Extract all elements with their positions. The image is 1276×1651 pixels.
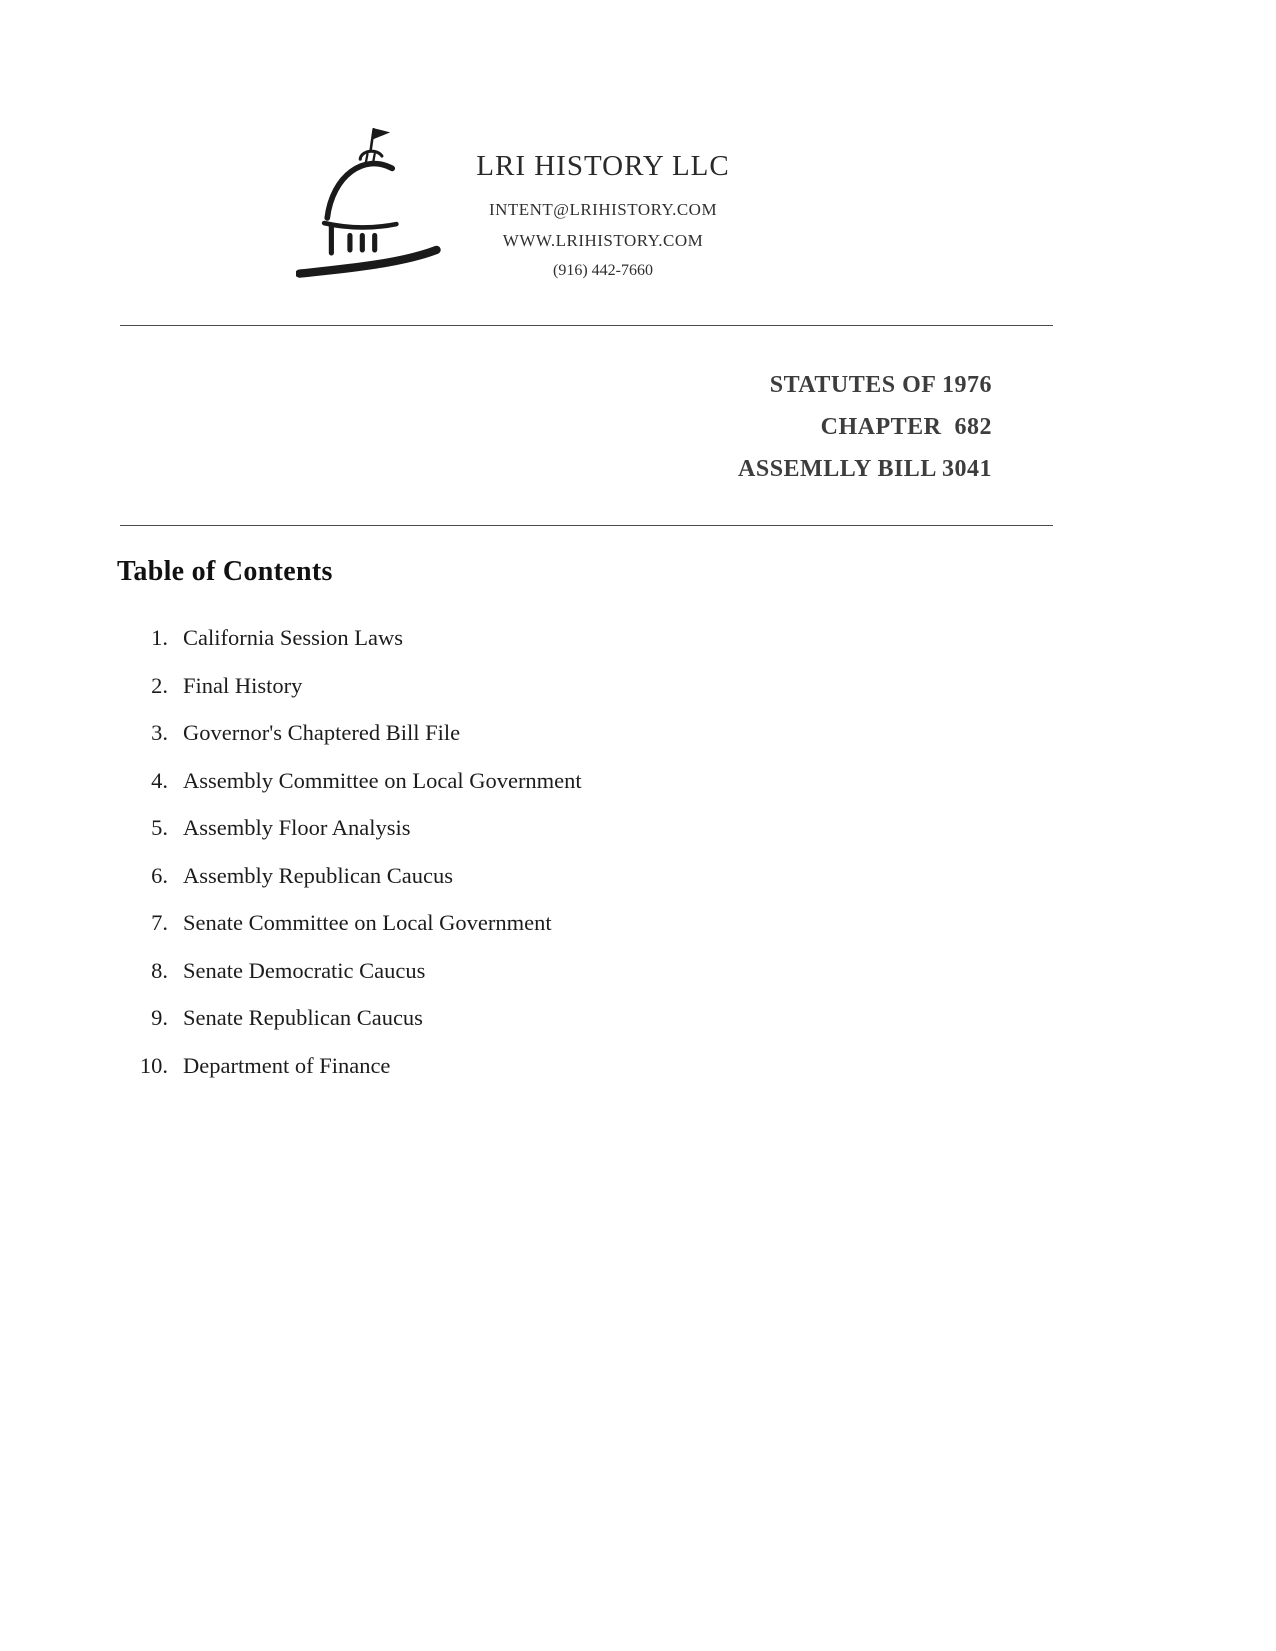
statutes-line: STATUTES OF 1976	[769, 372, 992, 398]
toc-item	[118, 1007, 582, 1030]
toc-heading: Table of Contents	[117, 556, 333, 587]
toc-item-number: 10.	[139, 1052, 168, 1078]
toc-item	[118, 912, 582, 935]
toc-item	[118, 1052, 582, 1078]
toc-item-label: California Session Laws	[183, 625, 403, 650]
divider-top	[120, 325, 1053, 326]
toc-item	[118, 767, 582, 793]
toc-list	[118, 627, 582, 1102]
toc-item	[118, 957, 582, 983]
toc-item-label: Final History	[183, 672, 303, 698]
toc-item-number: 7.	[151, 910, 168, 935]
toc-item	[118, 722, 582, 745]
toc-item-label: Assembly Floor Analysis	[183, 815, 411, 840]
toc-item-label: Senate Democratic Caucus	[183, 957, 426, 983]
divider-bottom	[120, 525, 1053, 526]
toc-item-number: 5.	[151, 815, 168, 840]
toc-item-label: Senate Committee on Local Government	[183, 910, 552, 935]
company-phone: (916) 442-7660	[553, 262, 653, 279]
toc-item-label: Assembly Committee on Local Government	[183, 767, 582, 793]
company-website: WWW.LRIHISTORY.COM	[502, 231, 704, 250]
toc-item-number: 2.	[151, 672, 168, 698]
chapter-line: CHAPTER 682	[820, 414, 992, 440]
toc-item-label: Senate Republican Caucus	[183, 1005, 423, 1030]
toc-item-label: Governor's Chaptered Bill File	[183, 720, 461, 745]
company-header	[438, 150, 768, 280]
toc-item-number: 1.	[151, 625, 168, 650]
toc-item-number: 6.	[151, 862, 168, 888]
company-email: INTENT@LRIHISTORY.COM	[488, 200, 718, 219]
toc-item-number: 8.	[151, 957, 168, 983]
toc-item-number: 3.	[151, 720, 168, 745]
toc-item	[118, 862, 582, 888]
capitol-dome-sketch-icon	[296, 122, 441, 287]
toc-item-label: Assembly Republican Caucus	[183, 862, 453, 888]
toc-item	[118, 627, 582, 650]
statutes-title-block	[560, 364, 992, 490]
toc-item-label: Department of Finance	[183, 1052, 391, 1078]
toc-item-number: 9.	[151, 1005, 168, 1030]
assembly-bill-line: ASSEMLLY BILL 3041	[738, 456, 992, 482]
toc-item	[118, 672, 582, 698]
company-name: LRI HISTORY LLC	[476, 150, 730, 182]
toc-item	[118, 817, 582, 840]
toc-item-number: 4.	[151, 767, 168, 793]
